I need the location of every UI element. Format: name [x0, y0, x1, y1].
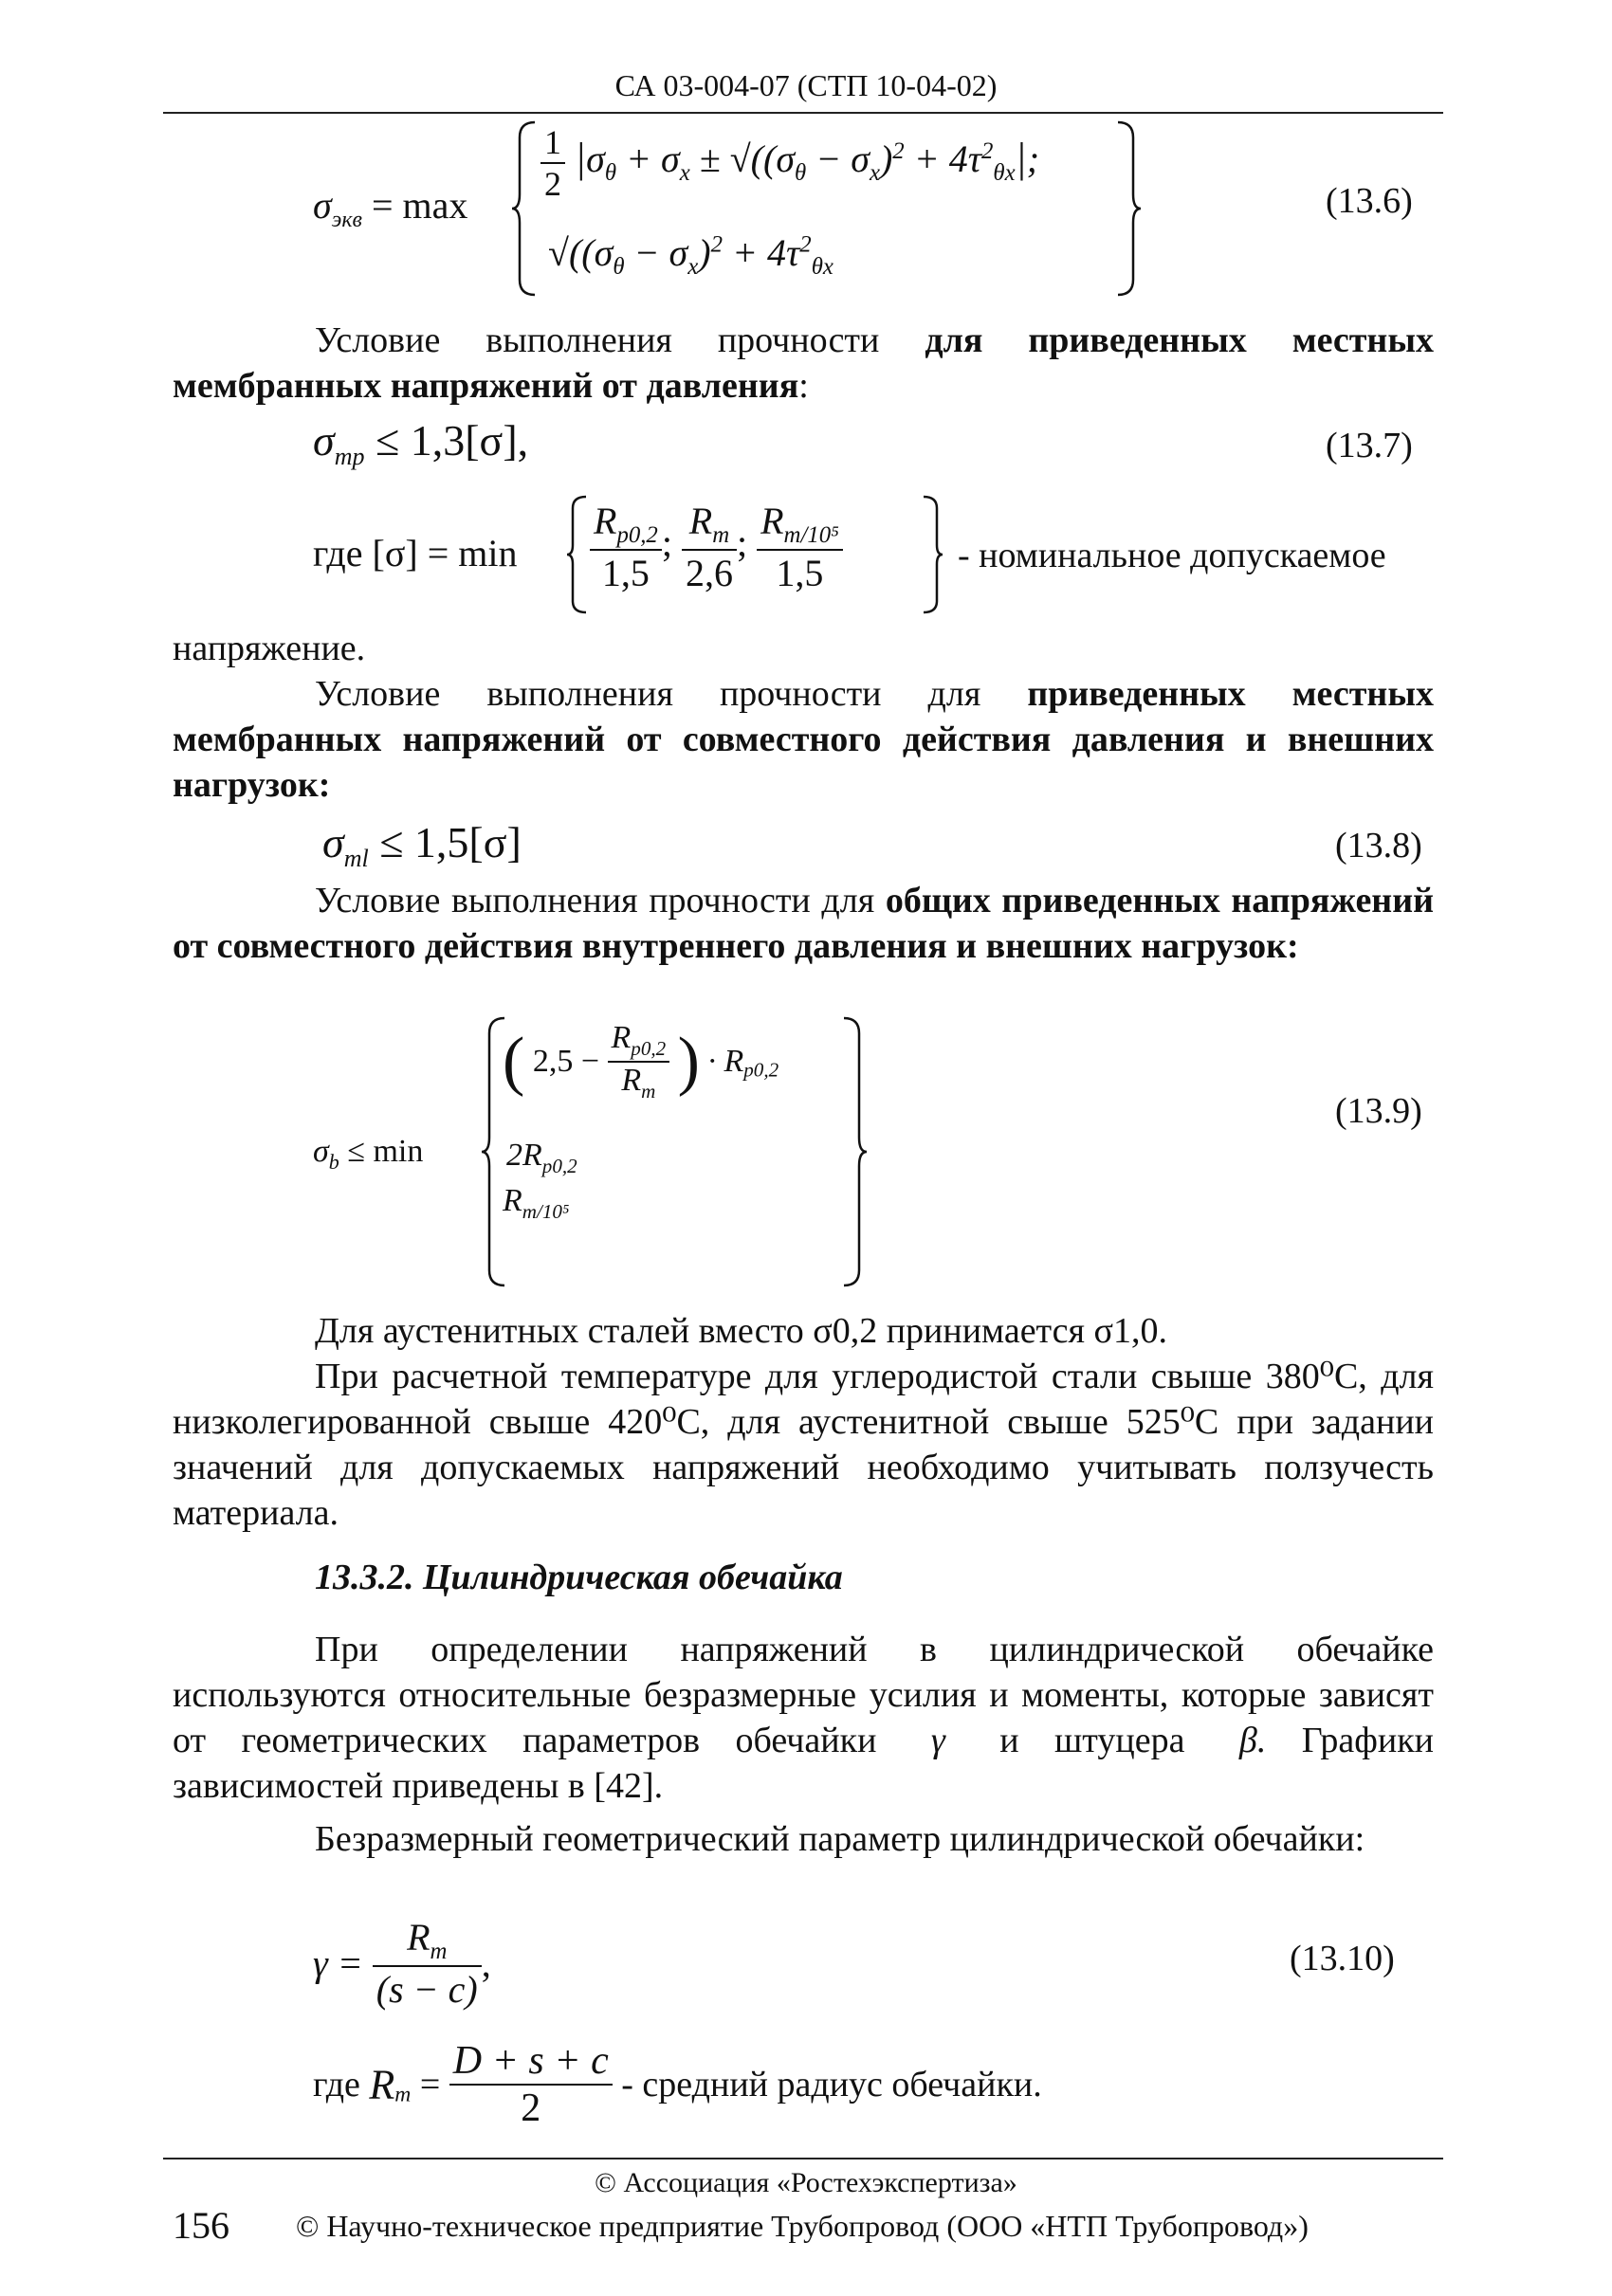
where1-left-brace	[565, 493, 590, 616]
p5-last: Графики зависимостей приведены в [42].	[173, 1721, 1434, 1806]
eq-13-6-lhs: σ	[313, 184, 332, 227]
eq-13-6-number: (13.6)	[1326, 181, 1413, 221]
paragraph-creep: При расчетной температуре для углеродистой стали свыше 380⁰С, для низколегированной свыше 420⁰С, для аустенитной свыше 525⁰С при задании значений для допускаемых напряжений необходимо учитывать ползучесть материала.	[173, 1357, 1434, 1533]
equation-13-7	[313, 415, 528, 471]
eq-13-7-rhs: ≤ 1,3[σ],	[375, 416, 529, 465]
eq-13-6-lhs-sub: экв	[331, 208, 362, 232]
eq-13-8-number: (13.8)	[1335, 826, 1422, 866]
eq-13-10-den: (s − c)	[376, 1968, 478, 2011]
eq-13-10-number: (13.10)	[1290, 1939, 1395, 1978]
p3-bold: общих приведенных напряжений от совместного действия внутреннего давления и внешних нагрузок:	[173, 881, 1434, 966]
eq-13-6-right-brace	[1114, 118, 1143, 299]
eq-13-7-sub: тр	[334, 443, 365, 471]
p1-colon: :	[798, 366, 809, 406]
where-allowable-stress: где [σ] = min $\frac{R_{p0,2}}{1,5}$ ; $\frac{R_m}{2,6}$ ; $\frac{R_{m/10^5}}{1,5}$ - номинальное допускаемое	[313, 493, 1441, 616]
paragraph-combined-local	[173, 671, 1434, 808]
eq-13-9-number: (13.9)	[1335, 1091, 1422, 1131]
where-mean-radius	[313, 2038, 1042, 2131]
where2-lhs-sub: m	[394, 2082, 412, 2107]
p5-beta: β.	[1238, 1721, 1267, 1760]
frac3-den: 1,5	[776, 552, 824, 594]
equation-13-9	[313, 1014, 882, 1289]
row1-num-sub: p0,2	[631, 1036, 667, 1060]
row1-den: R	[621, 1062, 642, 1098]
row3-sub: m/10⁵	[522, 1199, 570, 1223]
footer-line-1: © Ассоциация «Ростехэкспертиза»	[595, 2167, 1017, 2198]
row1-den-sub: m	[641, 1079, 656, 1102]
frac1-den: 1,5	[601, 552, 650, 594]
eq-13-6-row2: $√((\sigma_\theta - \sigma_x)^2 + 4\tau^2_{\theta x}$	[548, 231, 833, 280]
frac3-num-sub: m/10⁵	[783, 522, 839, 548]
where2-lhs: R	[369, 2061, 395, 2108]
running-header	[0, 68, 1612, 103]
frac2-num-sub: m	[712, 522, 730, 548]
page-number: 156	[173, 2204, 229, 2247]
eq-13-9-lhs: σ	[313, 1134, 329, 1169]
row1-num: R	[611, 1020, 632, 1055]
p1-bold: для приведенных местных мембранных напряжений от давления	[173, 320, 1434, 406]
where1-suffix: - номинальное допускаемое	[958, 536, 1386, 575]
p5-gamma: γ	[930, 1721, 945, 1760]
row2: 2R	[506, 1138, 542, 1173]
austenitic-note: Для аустенитных сталей вместо σ0,2 принимается σ1,0.	[315, 1311, 1167, 1351]
paragraph-dimensionless	[173, 1627, 1434, 1809]
where2-prefix: где	[313, 2065, 360, 2105]
eq-13-9-row3	[503, 1183, 569, 1224]
p2-normal: Условие выполнения прочности для	[315, 674, 981, 714]
where2-eq: =	[419, 2065, 441, 2105]
eq-13-9-row2	[506, 1138, 577, 1178]
eq-13-10-lhs: γ =	[313, 1941, 363, 1985]
frac1-num-sub: p0,2	[616, 522, 658, 548]
eq-13-8-sub: ml	[343, 845, 369, 873]
eq-13-6-row1: $\frac{1}{2}$ $|\sigma_\theta + \sigma_x \pm √((\sigma_\theta - \sigma_x)^2 + 4\tau^2_{\theta x}|$;	[540, 122, 1039, 204]
where1-right-brace	[920, 493, 944, 616]
footer-line-2: © Научно-техническое предприятие Трубопровод (ООО «НТП Трубопровод»)	[296, 2209, 1309, 2243]
eq-13-10-num: R	[407, 1916, 430, 1959]
eq-13-7-number: (13.7)	[1326, 426, 1413, 465]
p1-normal: Условие выполнения прочности	[315, 320, 880, 360]
where2-suffix: - средний радиус обечайки.	[621, 2065, 1042, 2105]
frac2-den: 2,6	[685, 552, 733, 594]
where1-continuation: напряжение.	[173, 629, 366, 668]
frac3-num: R	[760, 500, 784, 542]
row1-b-sub: p0,2	[743, 1058, 779, 1082]
where2-num: D + s + c	[449, 2038, 613, 2086]
row2-sub: p0,2	[541, 1154, 577, 1177]
eq-13-10-num-sub: m	[430, 1939, 448, 1964]
row1-b: · R	[707, 1043, 744, 1079]
p5-main: При определении напряжений в цилиндрической обечайке используются относительные безразмерные усилия и моменты, которые зависят от геометрических параметров обечайки	[173, 1630, 1434, 1760]
section-heading: 13.3.2. Цилиндрическая обечайка	[315, 1558, 843, 1597]
paragraph-local-membrane	[173, 318, 1434, 409]
where1-prefix: где [σ] = min	[313, 532, 518, 574]
p3-normal: Условие выполнения прочности для	[315, 881, 875, 920]
eq-13-9-right-brace	[840, 1014, 869, 1289]
eq-13-6-op: = max	[371, 184, 468, 227]
doc-code: СА 03-004-07 (СТП 10-04-02)	[614, 68, 998, 102]
eq-13-9-op: ≤ min	[347, 1134, 424, 1169]
paragraph-shell-parameter: Безразмерный геометрический параметр цилиндрической обечайки:	[315, 1819, 1365, 1859]
equation-13-8	[322, 817, 522, 873]
eq-13-8-sigma: σ	[322, 818, 344, 866]
footer-rule	[163, 2158, 1443, 2159]
eq-13-7-sigma: σ	[313, 416, 335, 465]
row1-a: 2,5 −	[532, 1043, 599, 1079]
p5-and: и штуцера	[999, 1721, 1185, 1760]
frac1-num: R	[594, 500, 617, 542]
header-rule	[163, 112, 1443, 114]
eq-13-9-lhs-sub: b	[328, 1149, 339, 1174]
paragraph-general-stress	[173, 878, 1434, 969]
eq-13-9-row1: ( 2,5 − $\frac{R_{p0,2}}{R_m}$ ) · $R_{p0,2}$	[503, 1020, 779, 1102]
row3: R	[503, 1183, 522, 1218]
eq-13-6-left-brace	[510, 118, 539, 299]
equation-13-10	[313, 1915, 491, 2012]
eq-13-10-tail: ,	[481, 1941, 491, 1985]
eq-13-8-rhs: ≤ 1,5[σ]	[379, 818, 522, 866]
where2-den: 2	[521, 2086, 541, 2130]
frac2-num: R	[688, 500, 713, 542]
equation-13-6	[313, 118, 1147, 299]
p2-bold: приведенных местных мембранных напряжений от совместного действия давления и внешних нагрузок:	[173, 674, 1434, 805]
